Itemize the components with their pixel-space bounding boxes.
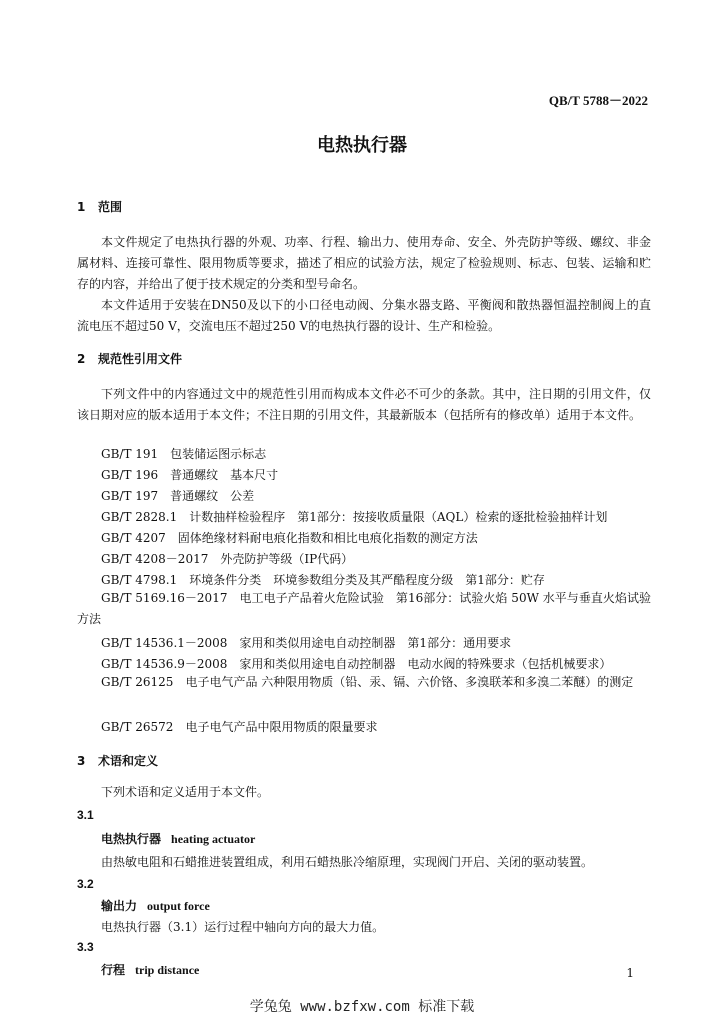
term-number: 3.3 [77,940,94,954]
reference-item: GB/T 197 普通螺纹 公差 [101,489,255,503]
term-name-en: heating actuator [171,832,256,846]
reference-item: GB/T 4208－2017 外壳防护等级（IP代码） [101,552,354,566]
term-name-zh: 电热执行器 [101,832,162,846]
reference-item: GB/T 196 普通螺纹 基本尺寸 [101,468,279,482]
term-name-zh: 输出力 [101,899,138,913]
scope-paragraph-1: 本文件规定了电热执行器的外观、功率、行程、输出力、使用寿命、安全、外壳防护等级、螺纹、非金属材料、连接可靠性、限用物质等要求，描述了相应的试验方法，规定了检验规则、标志、包装、运输和贮存的内容，并给出了便于技术规定的分类和型号命名。 [77,235,651,291]
term-name [101,961,199,978]
scope-paragraph-2: 本文件适用于安装在DN50及以下的小口径电动阀、分集水器支路、平衡阀和散热器恒温控制阀上的直流电压不超过50 V，交流电压不超过250 V的电热执行器的设计、生产和检验。 [77,298,651,333]
standard-number: QB/T 5788－2022 [548,93,648,108]
normative-intro: 下列文件中的内容通过文中的规范性引用而构成本文件必不可少的条款。其中，注日期的引用文件，仅该日期对应的版本适用于本文件；不注日期的引用文件，其最新版本（包括所有的修改单）适用于本文件。 [77,387,651,422]
reference-item: GB/T 14536.9－2008 家用和类似用途电自动控制器 电动水阀的特殊要求（包括机械要求） [101,657,612,671]
term-number: 3.1 [77,808,94,822]
terms-intro: 下列术语和定义适用于本文件。 [101,785,270,799]
section-title: 范围 [98,200,123,214]
term-number: 3.2 [77,877,94,891]
reference-item: GB/T 2828.1 计数抽样检验程序 第1部分：按接收质量限（AQL）检索的逐批检验抽样计划 [101,510,608,524]
download-footer: 学兔兔 www.bzfxw.com 标准下载 [249,999,475,1015]
section-number: 3 [77,754,86,768]
reference-item: GB/T 14536.1－2008 家用和类似用途电自动控制器 第1部分：通用要求 [101,636,512,650]
term-name [101,897,210,914]
term-name-en: trip distance [135,963,200,977]
term-definition: 由热敏电阻和石蜡推进装置组成，利用石蜡热胀冷缩原理，实现阀门开启、关闭的驱动装置。 [101,855,594,869]
term-definition: 电热执行器（3.1）运行过程中轴向方向的最大力值。 [101,920,385,934]
term-name [101,830,255,847]
reference-item: GB/T 191 包装储运图示标志 [101,447,267,461]
section-title: 术语和定义 [98,754,159,768]
term-name-en: output force [147,899,210,913]
section-heading-normative [77,350,182,367]
reference-item: GB/T 26572 电子电气产品中限用物质的限量要求 [101,720,378,734]
term-name-zh: 行程 [101,963,126,977]
page-number: 1 [626,966,634,980]
reference-item: GB/T 4798.1 环境条件分类 环境参数组分类及其严酷程度分级 第1部分：贮存 [101,573,545,587]
reference-item: GB/T 4207 固体绝缘材料耐电痕化指数和相比电痕化指数的测定方法 [101,531,478,545]
reference-item: GB/T 26125 电子电气产品 六种限用物质（铅、汞、镉、六价铬、多溴联苯和多溴二苯醚）的测定 [101,675,634,689]
reference-item: GB/T 5169.16－2017 电工电子产品着火危险试验 第16部分：试验火焰 50W 水平与垂直火焰试验方法 [77,591,651,626]
section-number: 2 [77,352,86,366]
section-number: 1 [77,200,86,214]
section-title: 规范性引用文件 [98,352,183,366]
document-title: 电热执行器 [317,135,407,156]
section-heading-scope [77,198,122,215]
section-heading-terms [77,752,158,769]
